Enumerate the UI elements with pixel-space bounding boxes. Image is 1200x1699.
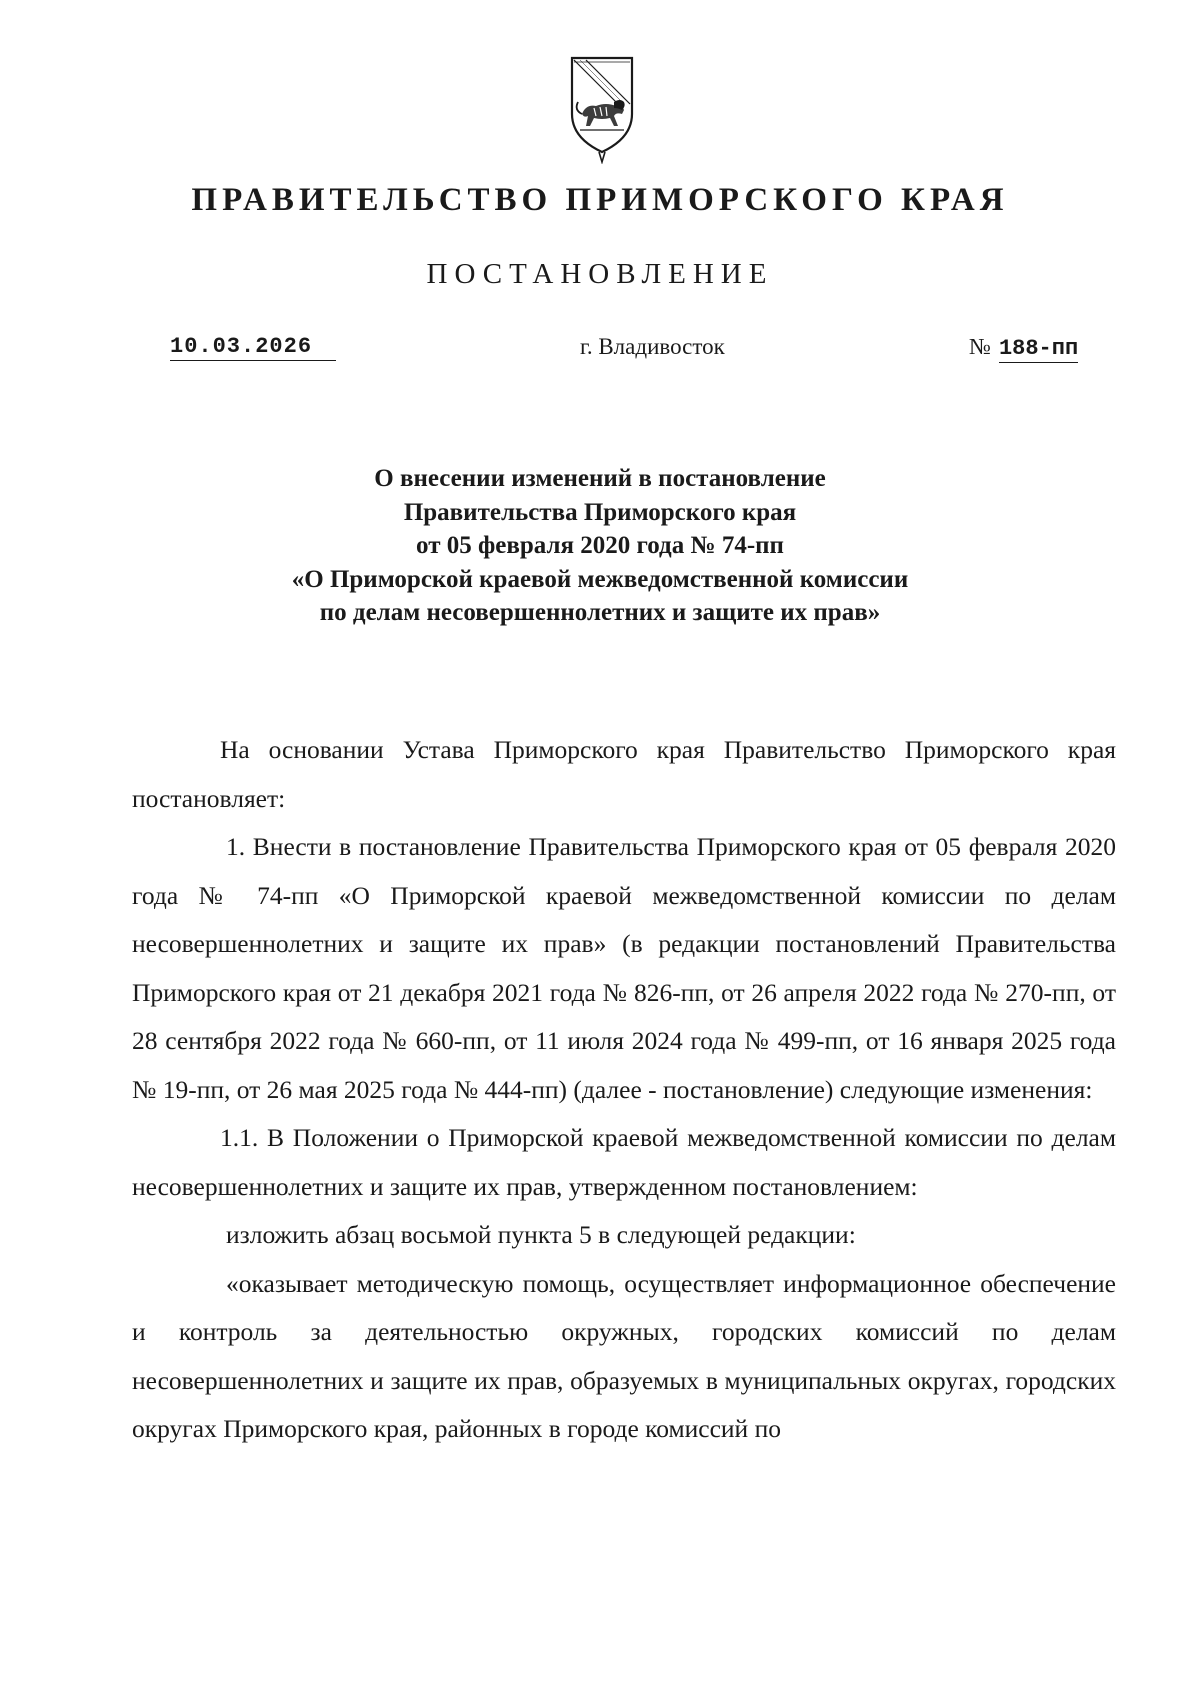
document-body [132,726,1116,1454]
body-paragraph: изложить абзац восьмой пункта 5 в следующей редакции: [226,1220,856,1249]
subject-line: «О Приморской краевой межведомственной комиссии [291,565,909,593]
number-value: 188-пп [998,336,1079,361]
coat-of-arms-icon [566,52,638,164]
document-meta-row [0,334,1200,374]
document-number [969,334,1078,361]
subject-line: по делам несовершеннолетних и защите их прав» [319,599,881,626]
body-paragraph: 1.1. В Положении о Приморской краевой межведомственной комиссии по делам несовершеннолетних и защите их прав, утвержденном постановлением: [132,1123,1116,1201]
document-type: ПОСТАНОВЛЕНИЕ [426,258,774,290]
document-date: 10.03.2026 [170,334,336,361]
number-sign: № [969,334,991,359]
document-city: г. Владивосток [580,334,725,359]
body-paragraph: На основании Устава Приморского края Правительство Приморского края постановляет: [132,735,1116,813]
document-subject [0,462,1200,630]
body-paragraph: 1. Внести в постановление Правительства Приморского края от 05 февраля 2020 года № 74-пп «О Приморской краевой межведомственной комиссии по делам несовершеннолетних и защите их прав» (в редакции постановлений Правительства Приморского края от 21 декабря 2021 года № 826-пп, от 26 апреля 2022 года № 270-пп, от 28 сентября 2022 года № 660-пп, от 11 июля 2024 года № 499-пп, от 16 января 2025 года № 19-пп, от 26 мая 2025 года № 444-пп) (далее - постановление) следующие изменения: [132,832,1116,1104]
subject-line: от 05 февраля 2020 года № 74-пп [416,532,784,559]
organization-title: ПРАВИТЕЛЬСТВО ПРИМОРСКОГО КРАЯ [191,182,1009,218]
subject-line: О внесении изменений в постановление [374,465,826,492]
body-paragraph: «оказывает методическую помощь, осуществляет информационное обеспечение и контроль за деятельностью окружных, городских комиссий по делам несовершеннолетних и защите их прав, образуемых в муниципальных округах, городских округах Приморского края, районных в городе комиссий по [132,1268,1116,1443]
subject-line: Правительства Приморского края [403,498,797,526]
